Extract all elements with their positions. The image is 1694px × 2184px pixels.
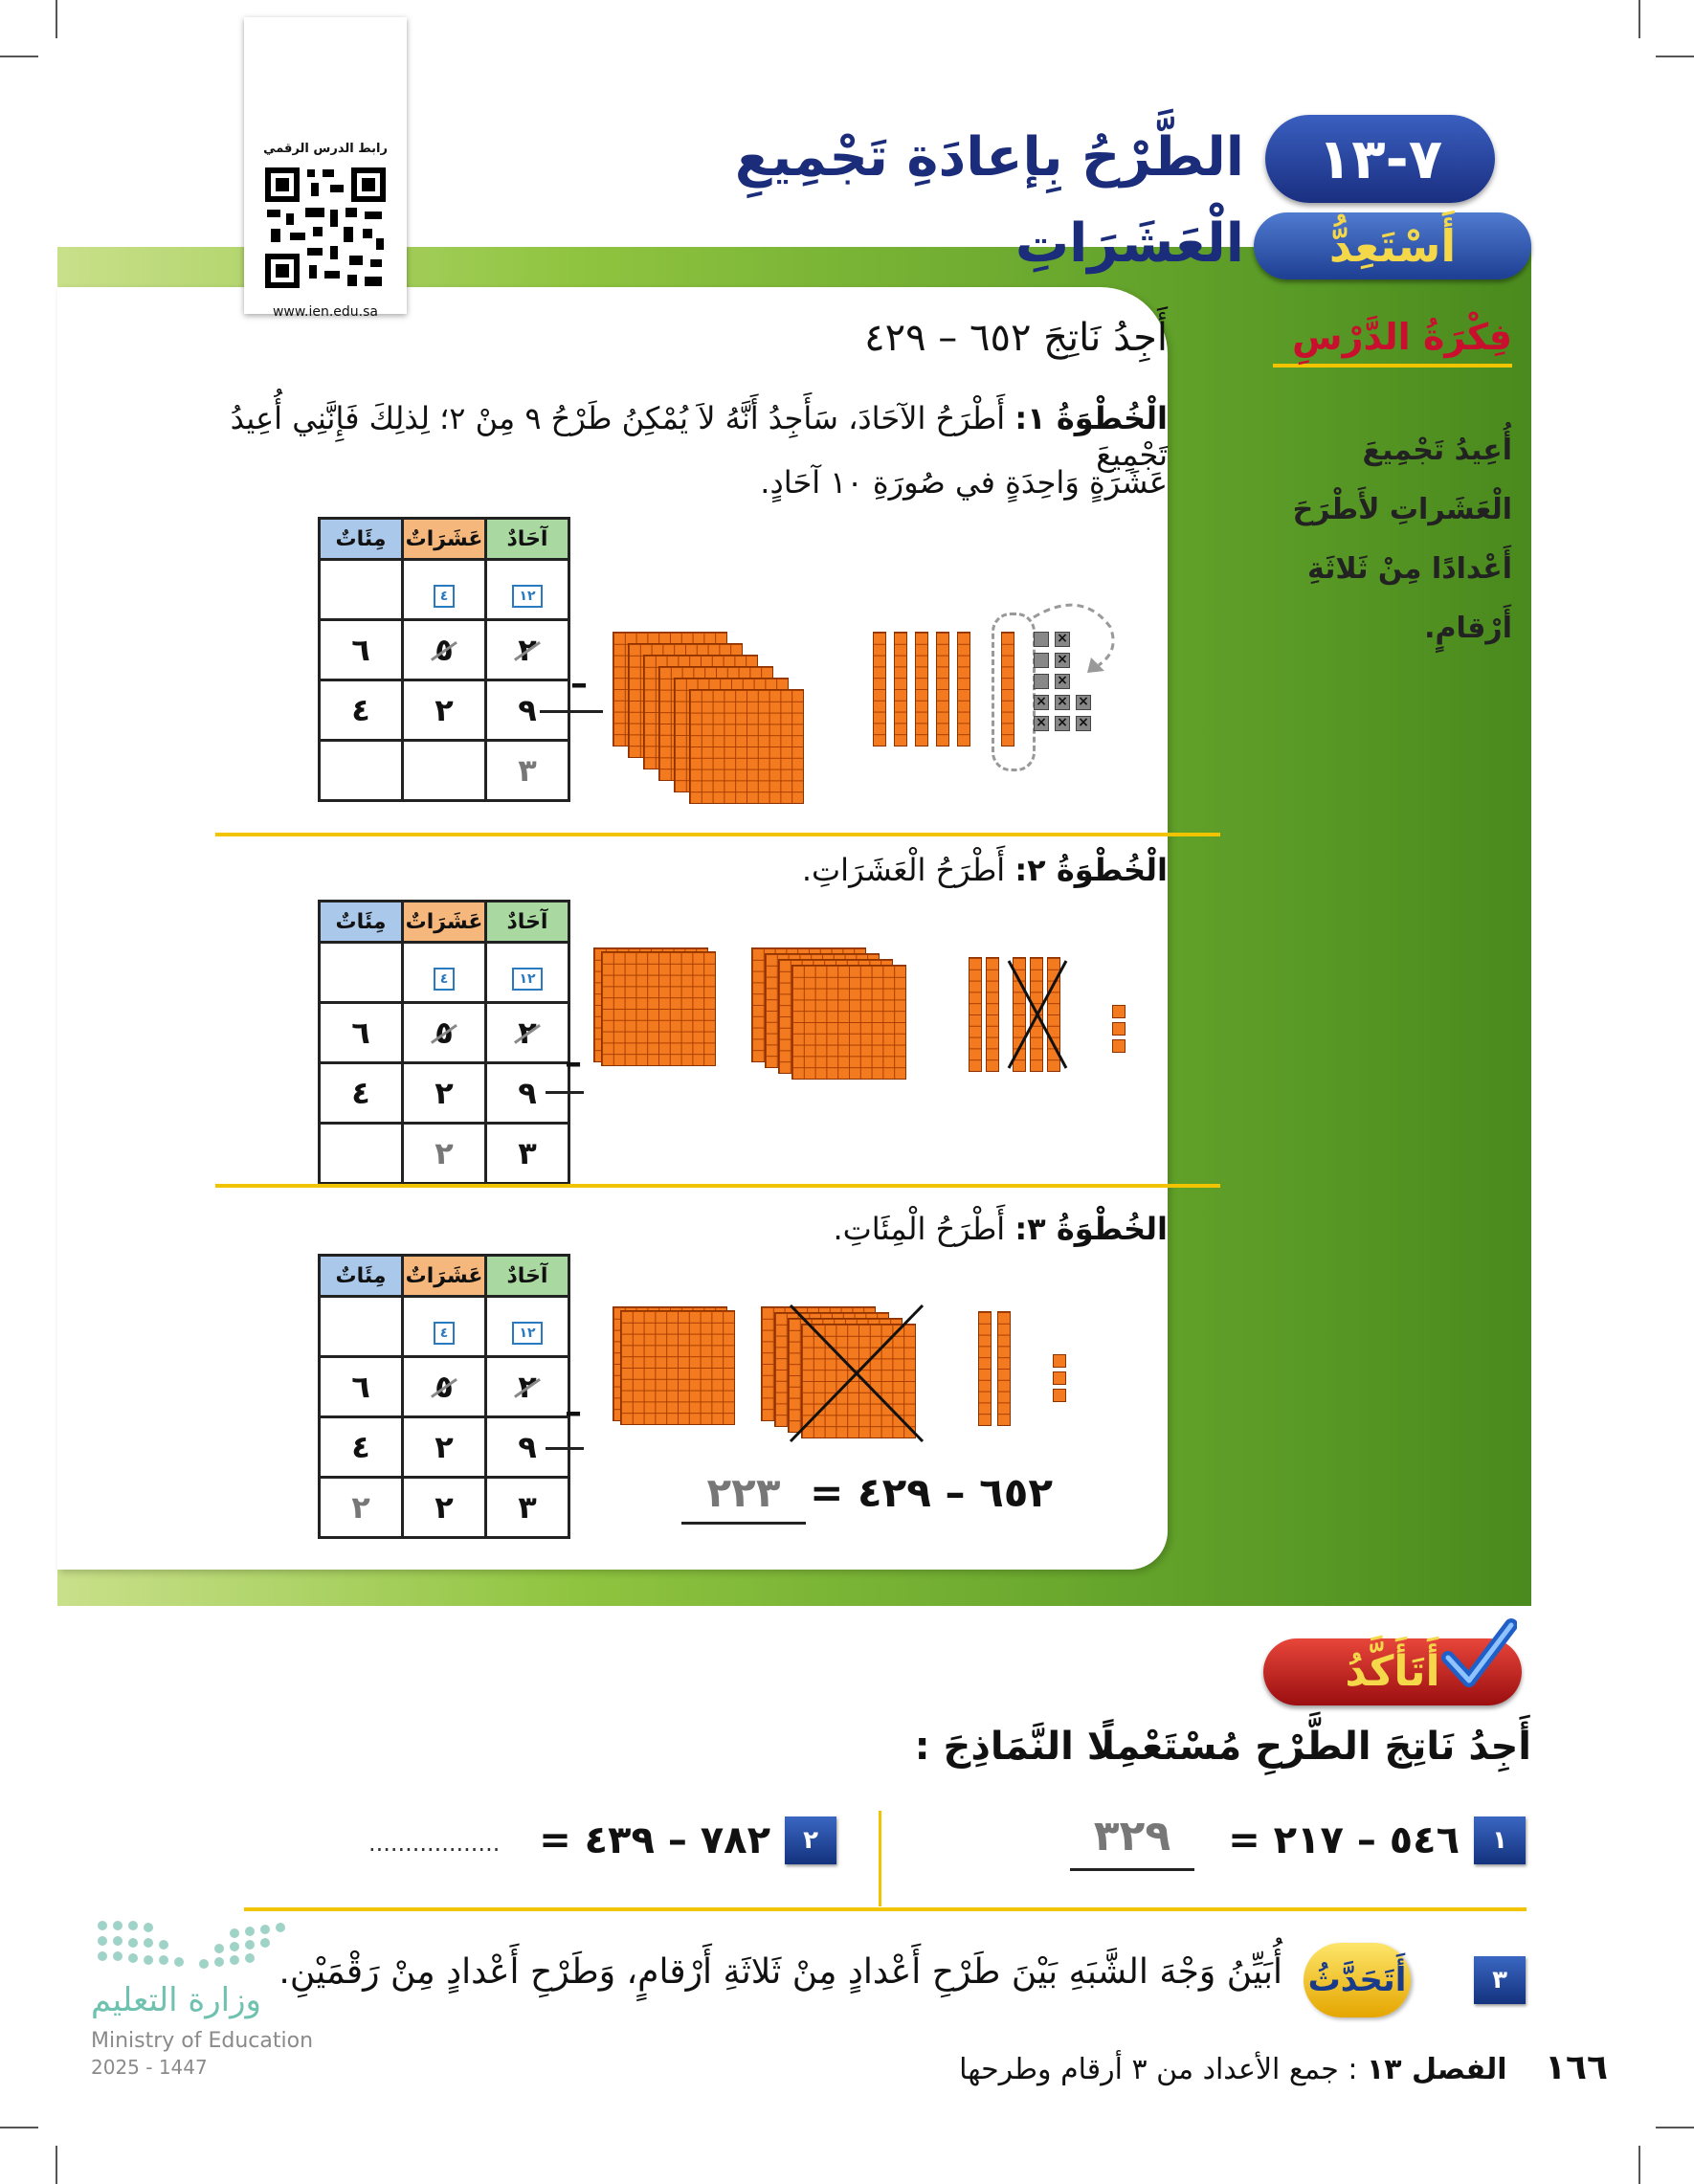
exercise-1-expression: ٥٤٦ – ٢١٧ = (1228, 1818, 1460, 1862)
checkmark-icon (1440, 1617, 1517, 1694)
regroup-hundreds (320, 943, 403, 1003)
regroup-ones (486, 1297, 569, 1357)
minus-sign: – (570, 664, 588, 703)
one-unit (1053, 1371, 1066, 1385)
crop-mark (56, 2146, 57, 2184)
example-prompt: أَجِدُ نَاتِجَ ٦٥٢ – ٤٢٩ (864, 316, 1168, 360)
ministry-year: 2025 - 1447 (91, 2056, 208, 2079)
subtrahend-tens: ٢ (403, 1417, 486, 1478)
result-ones: ٣ (486, 1124, 569, 1184)
qr-label: رابط الدرس الرقمي (263, 142, 388, 156)
regroup-hundreds (320, 1297, 403, 1357)
exercise-number-2: ٢ (785, 1816, 836, 1864)
step1-label: الْخُطْوَةُ ١: (1014, 400, 1168, 436)
ten-rod (936, 632, 949, 747)
step1-line2: عَشَرَةٍ وَاحِدَةٍ في صُورَةِ ١٠ آحَادٍ. (760, 464, 1168, 501)
cross-out-icon (1005, 957, 1072, 1072)
hundred-flat (620, 1310, 735, 1425)
crop-mark (1638, 0, 1640, 38)
exercise-divider (879, 1811, 881, 1906)
one-unit (1053, 1389, 1066, 1402)
minuend-hundreds: ٦ (320, 1357, 403, 1417)
ten-rod (997, 1311, 1011, 1426)
minuend-tens (403, 620, 486, 680)
talk-label: أَتَحَدَّثُ (1304, 1943, 1411, 2017)
qr-url[interactable]: www.ien.edu.sa (272, 304, 379, 320)
minuend-ones (486, 620, 569, 680)
ones-units-group (1034, 631, 1139, 730)
header-tens: عَشَرَاتٌ (403, 902, 486, 943)
lesson-idea-text (1273, 421, 1512, 658)
exercise-separator (244, 1907, 1527, 1911)
regroup-tens (403, 943, 486, 1003)
regroup-tens-box: ٤ (434, 1322, 456, 1345)
regroup-tens (403, 560, 486, 620)
result-hundreds (320, 1124, 403, 1184)
header-tens: عَشَرَاتٌ (403, 1256, 486, 1297)
ten-rod (969, 957, 982, 1072)
ten-rod (957, 632, 970, 747)
subtrahend-ones: ٩ (486, 1417, 569, 1478)
hundreds-blocks-kept (593, 947, 747, 1081)
one-unit-crossed: × (1055, 674, 1070, 689)
step2-line (498, 852, 1168, 888)
result-tens: ٢ (403, 1124, 486, 1184)
header-ones: آحَادٌ (486, 902, 569, 943)
header-hundreds: مِئَاتٌ (320, 1256, 403, 1297)
result-ones: ٣ (486, 1478, 569, 1538)
result-ones: ٣ (486, 741, 569, 801)
subtrahend-hundreds: ٤ (320, 1417, 403, 1478)
exercise-1-answer: ٣٢٩ (1070, 1812, 1194, 1871)
minuend-ones (486, 1357, 569, 1417)
lesson-idea-line: أُعِيدُ تَجْمِيعَ (1362, 434, 1512, 467)
one-unit-crossed: × (1055, 695, 1070, 710)
header-tens: عَشَرَاتٌ (403, 519, 486, 560)
regroup-ones (486, 943, 569, 1003)
one-unit-crossed: × (1034, 695, 1049, 710)
minuend-ones-struck: ٢ (518, 1369, 537, 1405)
subtrahend-ones: ٩ (486, 1063, 569, 1124)
regroup-tens (403, 1297, 486, 1357)
one-unit-crossed: × (1055, 716, 1070, 731)
lesson-number-badge: ٧-١٣ (1265, 115, 1495, 203)
minuend-tens-struck: ٥ (435, 1369, 454, 1405)
ten-rod (915, 632, 928, 747)
step2-label: الْخُطْوَةُ ٢: (1014, 852, 1168, 888)
result-tens (403, 741, 486, 801)
subtraction-line (546, 1091, 584, 1094)
minuend-hundreds: ٦ (320, 1003, 403, 1063)
hundred-flat (601, 951, 716, 1066)
crop-mark (1656, 2127, 1694, 2128)
hundred-flat (791, 965, 906, 1080)
qr-code-icon[interactable] (263, 166, 388, 290)
one-unit (1034, 632, 1049, 647)
header-ones: آحَادٌ (486, 1256, 569, 1297)
one-unit-crossed: × (1034, 716, 1049, 731)
regroup-ones-box: ١٢ (512, 585, 542, 608)
crop-mark (56, 0, 57, 38)
one-unit-crossed: × (1076, 695, 1091, 710)
lesson-idea-line: أَعْدادًا مِنْ ثَلاثَةِ (1306, 552, 1512, 586)
regroup-ones-box: ١٢ (512, 968, 542, 991)
hundred-flat (689, 689, 804, 804)
crop-mark (0, 2127, 38, 2128)
regroup-hundreds (320, 560, 403, 620)
step1-text: أَطْرَحُ الآحَادَ، سَأَجِدُ أَنَّهُ لاَ يُمْكِنُ طَرْحُ ٩ مِنْ ٢؛ لِذلِكَ فَإِنَّنِي أُعِيدُ تَجْمِيعَ (230, 400, 1168, 473)
ministry-dots-icon (91, 1914, 301, 1981)
place-value-table-step1 (318, 517, 570, 802)
ten-rod (873, 632, 886, 747)
minuend-tens-struck: ٥ (435, 1014, 454, 1051)
lesson-idea-line: الْعَشَراتِ لأَطْرَحَ (1292, 493, 1512, 526)
crop-mark (0, 56, 38, 57)
step3-label: الخُطْوَةُ ٣: (1014, 1211, 1168, 1247)
ministry-logo (91, 1914, 330, 2086)
minuend-tens-struck: ٥ (435, 632, 454, 668)
one-unit (1053, 1354, 1066, 1368)
equation-answer: ٢٢٣ (681, 1469, 806, 1525)
regroup-ones (486, 560, 569, 620)
subtraction-line (546, 1447, 584, 1450)
lesson-idea-panel (1263, 316, 1512, 1483)
one-unit-crossed: × (1055, 632, 1070, 647)
exercise-number-3: ٣ (1474, 1956, 1526, 2004)
ten-rod (894, 632, 907, 747)
subtrahend-tens: ٢ (403, 680, 486, 741)
minus-sign: – (565, 1043, 582, 1082)
place-value-table-step2 (318, 900, 570, 1185)
subtrahend-hundreds: ٤ (320, 680, 403, 741)
minuend-ones-struck: ٢ (518, 1014, 537, 1051)
exercise-2-expression: ٧٨٢ – ٤٣٩ = (539, 1818, 770, 1862)
result-tens: ٢ (403, 1478, 486, 1538)
exercise-number-1: ١ (1474, 1816, 1526, 1864)
minuend-tens (403, 1003, 486, 1063)
exercise-3-text: أُبَيِّنُ وَجْهَ الشَّبَهِ بَيْنَ طَرْحِ أَعْدادٍ مِنْ ثَلاثَةِ أَرْقامٍ، وَطَرْحِ أَعْدادٍ مِنْ رَقْمَيْنِ. (279, 1952, 1282, 1992)
chapter-title: : جمع الأعداد من ٣ أرقام وطرحها (959, 2053, 1358, 2086)
place-value-table-step3 (318, 1254, 570, 1539)
minus-sign: – (565, 1393, 582, 1432)
one-unit (1034, 653, 1049, 668)
lesson-idea-line: أَرْقامٍ. (1424, 612, 1512, 645)
regroup-tens-box: ٤ (434, 968, 456, 991)
one-unit (1034, 674, 1049, 689)
subtrahend-ones: ٩ (486, 680, 569, 741)
ministry-arabic: وزارة التعليم (91, 1981, 261, 2019)
subtraction-line (540, 710, 603, 713)
ten-rod (978, 1311, 992, 1426)
one-unit-crossed: × (1076, 716, 1091, 731)
header-ones: آحَادٌ (486, 519, 569, 560)
one-unit-crossed: × (1055, 653, 1070, 668)
ten-rod (986, 957, 999, 1072)
lesson-title: الطَّرْحُ بِإعادَةِ تَجْمِيعِ الْعَشَرَاتِ (734, 126, 1244, 275)
minuend-hundreds: ٦ (320, 620, 403, 680)
ministry-english: Ministry of Education (91, 2029, 314, 2053)
crop-mark (1656, 56, 1694, 57)
step1-line1 (211, 400, 1168, 473)
lesson-idea-title: فِكْرَةُ الدَّرْسِ (1273, 316, 1512, 368)
hundreds-blocks-group (613, 622, 842, 813)
result-hundreds: ٢ (320, 1478, 403, 1538)
page-footer (766, 2048, 1608, 2087)
ready-section-label: أَسْتَعِدُّ (1254, 212, 1531, 279)
hundreds-blocks-removed (751, 947, 943, 1081)
step-separator (215, 833, 1220, 836)
one-unit (1112, 1005, 1126, 1018)
page-number: ١٦٦ (1545, 2048, 1608, 2087)
subtrahend-tens: ٢ (403, 1063, 486, 1124)
equation-expression: ٦٥٢ – ٤٢٩ = (810, 1469, 1053, 1516)
step-separator (215, 1184, 1220, 1188)
result-hundreds (320, 741, 403, 801)
exercise-2-blank[interactable]: .................. (368, 1830, 501, 1857)
regroup-tens-box: ٤ (434, 585, 456, 608)
cross-out-icon (785, 1302, 928, 1445)
minuend-tens (403, 1357, 486, 1417)
regroup-ones-box: ١٢ (512, 1322, 542, 1345)
minuend-ones (486, 1003, 569, 1063)
step2-text: أَطْرَحُ الْعَشَرَاتِ. (801, 852, 1006, 888)
check-instruction: أَجِدُ نَاتِجَ الطَّرْحِ مُسْتَعْمِلًا النَّمَاذِجَ : (914, 1725, 1531, 1769)
header-hundreds: مِئَاتٌ (320, 519, 403, 560)
minuend-ones-struck: ٢ (518, 632, 537, 668)
header-hundreds: مِئَاتٌ (320, 902, 403, 943)
step3-line (498, 1211, 1168, 1247)
qr-card[interactable] (244, 17, 407, 320)
one-unit (1112, 1022, 1126, 1036)
subtrahend-hundreds: ٤ (320, 1063, 403, 1124)
crop-mark (1638, 2146, 1640, 2184)
step3-text: أَطْرَحُ الْمِئَاتِ. (833, 1211, 1006, 1247)
check-section-label: أَتَأَكَّدُ (1263, 1638, 1522, 1705)
chapter-label: الفصل ١٣ (1366, 2053, 1507, 2086)
one-unit (1112, 1039, 1126, 1053)
hundreds-blocks-kept (613, 1306, 766, 1440)
